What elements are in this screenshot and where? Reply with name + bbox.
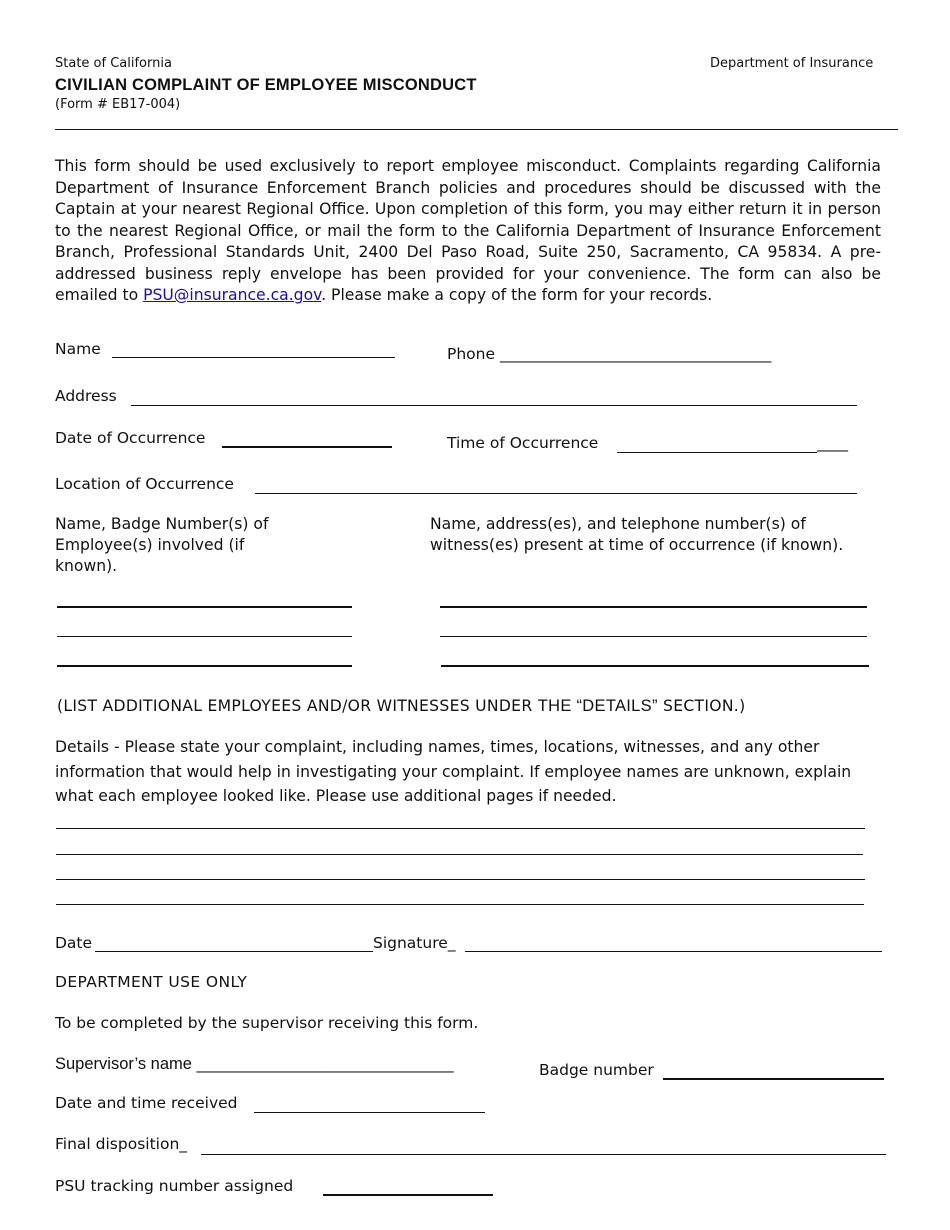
details-line-4[interactable] [56,904,864,905]
name-field[interactable] [112,357,395,358]
location-of-occurrence-label: Location of Occurrence [55,475,234,493]
witnesses-label: Name, address(es), and telephone number(s) of witness(es) present at time of occurrence (if known). [430,515,844,554]
department-label: Department of Insurance [710,56,874,71]
list-note-end: SECTION.) [657,697,746,715]
location-of-occurrence-field[interactable] [255,493,857,494]
time-of-occurrence-field[interactable] [617,452,817,453]
psu-tracking-field[interactable] [323,1194,493,1196]
final-disposition-field[interactable] [201,1154,886,1155]
date-time-received-field[interactable] [254,1112,485,1113]
intro-paragraph [55,156,881,307]
phone-field[interactable]: ___________________________________ [499,345,772,363]
details-line-1[interactable] [56,828,865,829]
supervisor-name-text: Supervisor’s name [55,1055,192,1073]
final-disposition-label: Final disposition_ [55,1135,188,1153]
supervisor-instruction: To be completed by the supervisor receiving this form. [55,1014,479,1032]
state-label: State of California [55,56,172,71]
form-number: (Form # EB17-004) [55,97,181,112]
phone-label [447,345,771,363]
header-divider [55,129,898,130]
time-field-tail: ____ [817,434,848,452]
list-note-start: (LIST ADDITIONAL EMPLOYEES AND/OR WITNESSES UNDER [57,697,538,715]
name-label: Name [55,340,101,358]
psu-tracking-label: PSU tracking number assigned [55,1177,294,1195]
signature-field[interactable] [465,951,882,952]
employee-line-1[interactable] [57,606,352,608]
date-field[interactable] [95,951,373,952]
email-link[interactable]: PSU@insurance.ca.gov [143,286,322,304]
witness-line-2[interactable] [440,636,867,637]
witness-line-1[interactable] [440,606,867,608]
address-field[interactable] [131,405,857,406]
list-additional-note [57,697,745,716]
form-title: CIVILIAN COMPLAINT OF EMPLOYEE MISCONDUCT [55,76,477,94]
signature-label: Signature_ [373,934,456,952]
employees-involved-label: Name, Badge Number(s) of Employee(s) involved (if known). [55,515,269,575]
supervisor-name-field[interactable]: ____________________________ [196,1055,454,1073]
department-use-heading: DEPARTMENT USE ONLY [55,973,248,991]
date-of-occurrence-field[interactable] [222,446,392,448]
phone-label-text: Phone [447,345,496,363]
date-time-received-label: Date and time received [55,1094,238,1112]
intro-text-end: . Please make a copy of the form for your records. [321,286,713,304]
date-of-occurrence-label: Date of Occurrence [55,429,206,447]
witness-line-3[interactable] [441,665,869,667]
date-label: Date [55,934,93,952]
details-instructions: Details - Please state your complaint, including names, times, locations, witnesses, and any other information that would help in investigating your complaint. If employee names are unknown, explain what each employee looked like. Please use additional pages if needed. [55,738,852,805]
time-of-occurrence-label: Time of Occurrence [447,434,599,452]
details-line-2[interactable] [56,854,863,855]
employee-line-3[interactable] [57,665,352,667]
intro-text: This form should be used exclusively to report employee misconduct. Complaints regarding California Department of Insurance Enforcement Branch policies and procedures should be discussed with the Captain at your nearest Regional Office. Upon completion of this form, you may either return it in person to the nearest Regional Office, or mail the form to the California Department of Insurance Enforcement Branch, Professional Standards Unit, 2400 Del Paso Road, Suite 250, Sacramento, CA 95834. A pre-addressed business reply envelope has been provided for your convenience. The form can also be emailed to [55,157,881,304]
badge-number-field[interactable] [663,1078,884,1080]
supervisor-name-label [55,1055,454,1074]
employee-line-2[interactable] [57,636,352,637]
details-line-3[interactable] [56,879,865,880]
badge-number-label: Badge number [539,1061,654,1079]
list-note-details: THE “DETAILS” [537,697,658,715]
address-label: Address [55,387,117,405]
